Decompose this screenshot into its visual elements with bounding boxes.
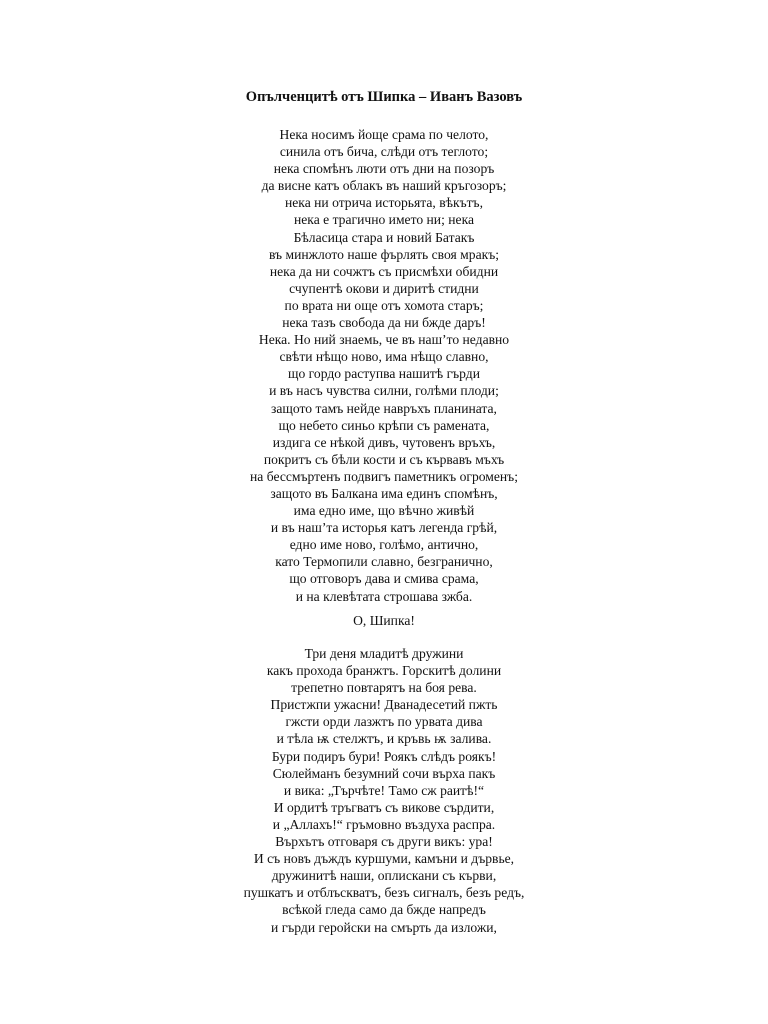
poem-line: издига се нѣкой дивъ, чутовенъ връхъ, xyxy=(272,434,496,450)
poem-line: и гърди геройски на смърть да изложи, xyxy=(271,919,497,935)
poem-line: синила отъ бича, слѣди отъ теглото; xyxy=(279,144,489,160)
poem-line: що отговоръ дава и смива срама, xyxy=(289,571,479,587)
poem-line: Върхътъ отговаря съ други викъ: ура! xyxy=(275,834,493,850)
poem-line: и въ насъ чувства силни, голѣми плоди; xyxy=(269,383,499,399)
poem-line: какъ прохода бранжтъ. Горскитѣ долини xyxy=(266,663,502,679)
poem-line: свѣти нѣщо ново, има нѣщо славно, xyxy=(279,349,489,365)
poem-line: що небето синьо крѣпи съ рамената, xyxy=(278,417,490,433)
poem-line: И съ новъ дъждъ куршуми, камъни и дървье, xyxy=(253,851,515,867)
poem-line: всѣкой гледа само да бжде напредъ xyxy=(282,902,486,918)
poem-line: трепетно повтарятъ на боя рева. xyxy=(291,680,477,696)
poem-line: счупентѣ окови и диритѣ стидни xyxy=(289,280,479,296)
poem-line: нека ни отрича исторьята, вѣкътъ, xyxy=(284,195,483,211)
poem-line: по врата ни още отъ хомота старъ; xyxy=(284,297,484,313)
poem-line: що гордо раступва нашитѣ гърди xyxy=(288,366,480,382)
poem-line: на бессмъртенъ подвигъ паметникъ огроменъ; xyxy=(250,468,518,484)
poem-title: Опълченцитѣ отъ Шипка – Иванъ Вазовъ xyxy=(245,89,523,105)
poem-line: и тѣла ѭ стелжтъ, и кръвь ѭ залива. xyxy=(276,731,492,747)
poem-line: да висне катъ облакъ въ наший кръгозоръ; xyxy=(261,178,507,194)
poem-line: Бѣласица стара и новий Батакъ xyxy=(293,229,475,245)
poem-line: И ордитѣ тръгватъ съ викове сърдити, xyxy=(273,799,495,815)
poem-line: Бури подиръ бури! Роякъ слѣдъ роякъ! xyxy=(271,748,497,764)
stanza-1 xyxy=(0,126,768,605)
stanza-2 xyxy=(0,645,768,936)
poem-line: нека спомѣнъ люти отъ дни на позоръ xyxy=(273,161,495,177)
poem-line: гжсти орди лазжтъ по урвата дива xyxy=(285,714,483,730)
poem-line: нека е трагично името ни; нека xyxy=(294,212,474,228)
poem-line: като Термопили славно, безгранично, xyxy=(275,554,493,570)
poem-line: едно име ново, голѣмо, антично, xyxy=(289,537,479,553)
poem-line: нека да ни сочжтъ съ присмѣхи обидни xyxy=(269,263,499,279)
poem-line: Нека. Но ний знаемь, че въ нашʼто недавно xyxy=(258,332,510,348)
poem-line: пушкатъ и отблъскватъ, безъ сигналъ, безъ редъ, xyxy=(243,885,525,901)
poem-line: въ минжлото наше фърлять своя мракъ; xyxy=(268,246,500,262)
poem-line: покритъ съ бѣли кости и съ кървавъ мъхъ xyxy=(263,451,505,467)
poem-line: Сюлейманъ безумний сочи върха пакъ xyxy=(272,765,496,781)
poem-line: и „Аллахъ!“ гръмовно въздуха распра. xyxy=(272,816,496,832)
poem-line: защото въ Балкана има единъ спомѣнъ, xyxy=(270,485,498,501)
poem-line: защото тамъ нейде навръхъ планината, xyxy=(271,400,497,416)
poem-line: и на клевѣтата строшава зжба. xyxy=(295,588,473,604)
poem-line: Три деня младитѣ дружини xyxy=(304,646,464,661)
poem-line: и вика: „Търчѣте! Тамо сж раитѣ!“ xyxy=(283,782,485,798)
poem-line: и въ нашʼта исторья катъ легенда грѣй, xyxy=(270,520,498,536)
poem-line: дружинитѣ наши, оплискани съ кърви, xyxy=(271,868,497,884)
poem-line: Пристжпи ужасни! Дванадесетий пжть xyxy=(270,697,498,713)
poem-line: има едно име, що вѣчно живѣй xyxy=(293,503,475,519)
poem-line: нека тазъ свобода да ни бжде даръ! xyxy=(282,315,486,331)
stanza-exclamation: О, Шипка! xyxy=(353,613,415,628)
poem-line: Нека носимъ йоще срама по челото, xyxy=(279,127,489,142)
